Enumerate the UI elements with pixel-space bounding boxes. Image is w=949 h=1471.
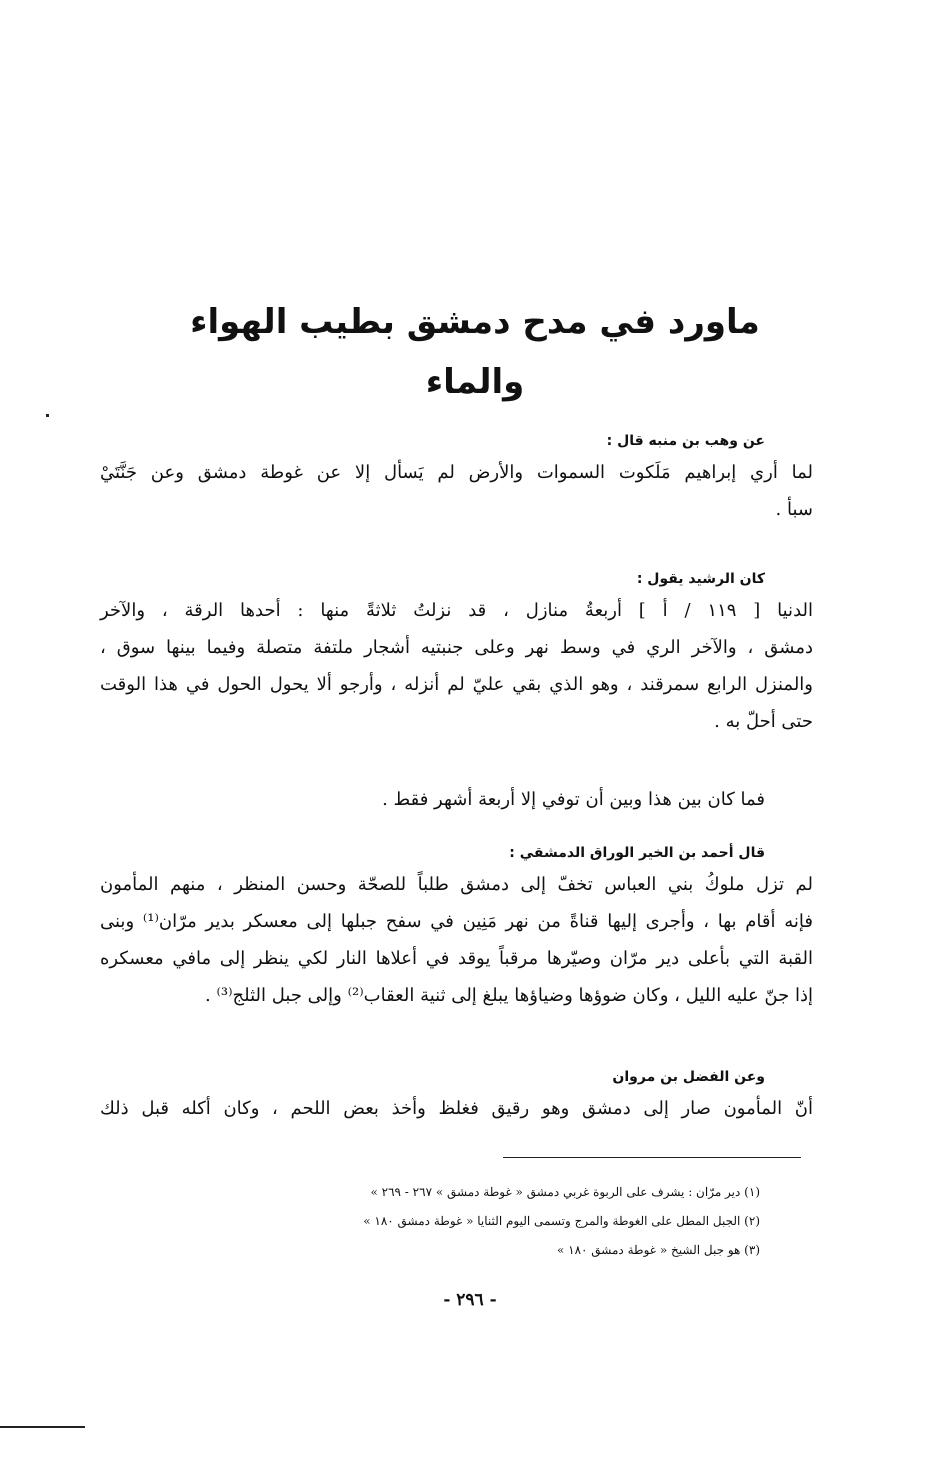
section-wahb xyxy=(100,428,813,528)
paragraph-line: فما كان بين هذا وبين أن توفي إلا أربعة أشهر فقط . xyxy=(382,789,765,810)
section-rashid xyxy=(100,566,813,740)
section-intro: عن وهب بن منبه قال : xyxy=(606,433,765,449)
section-intro: وعن الفضل بن مروان xyxy=(612,1069,765,1085)
section-warraq xyxy=(100,840,813,1014)
paragraph-line: سبأ . xyxy=(775,499,813,520)
footnote-separator xyxy=(503,1157,801,1158)
paragraph-line: أنّ المأمون صار إلى دمشق وهو رقيق فغلظ وأخذ بعض اللحم ، وكان أكله قبل ذلك xyxy=(100,1098,813,1119)
paragraph-line: القبة التي بأعلى دير مرّان وصيّرها مرقباً يوقد في أعلاها النار لكي ينظر إلى مافي معسكره xyxy=(100,948,813,969)
scan-edge-line xyxy=(0,1426,85,1428)
paragraph-line: لما أري إبراهيم مَلَكوت السموات والأرض لم يَسأل إلا عن غوطة دمشق وعن جَنَّتَيْ xyxy=(100,462,813,483)
footnotes xyxy=(150,1178,760,1265)
scan-speck xyxy=(46,414,49,417)
paragraph-line: والمنزل الرابع سمرقند ، وهو الذي بقي عليّ لم أنزله ، وأرجو ألا يحول الحول في هذا الوقت xyxy=(100,674,813,695)
paragraph-line: لم تزل ملوكُ بني العباس تخفّ إلى دمشق طلباً للصحّة وحسن المنظر ، منهم المأمون xyxy=(100,874,813,895)
footnote: (٣) هو جبل الشيخ « غوطة دمشق ١٨٠ » xyxy=(556,1243,760,1257)
paragraph-line: دمشق ، والآخر الري في وسط نهر وعلى جنبتيه أشجار ملتفة متصلة وفيما بينها سوق ، xyxy=(100,637,813,658)
page-number: - ٢٩٦ - xyxy=(443,1290,497,1310)
chapter-title: ماورد في مدح دمشق بطيب الهواء والماء xyxy=(190,302,760,402)
section-fadl xyxy=(100,1064,813,1127)
paragraph-line: إذا جنّ عليه الليل ، وكان ضوؤها وضياؤها يبلغ إلى ثنية العقاب⁽²⁾ وإلى جبل الثلج⁽³⁾ . xyxy=(205,985,813,1006)
section-intro: كان الرشيد يقول : xyxy=(636,571,765,587)
paragraph-line: حتى أحلّ به . xyxy=(714,711,813,732)
footnote: (١) دير مرّان : يشرف على الربوة غربي دمشق « غوطة دمشق » ٢٦٧ - ٢٦٩ » xyxy=(370,1185,760,1199)
section-rashid-after xyxy=(100,781,813,818)
paragraph-line: الدنيا [ ١١٩ / أ ] أربعةُ منازل ، قد نزلتُ ثلاثةً منها : أحدها الرقة ، والآخر xyxy=(100,600,814,621)
paragraph-line: فإنه أقام بها ، وأجرى إليها قناةً من نهر مَنِين في سفح جبلها إلى معسكر بدير مرّان⁽¹⁾ وبنى xyxy=(100,911,813,932)
section-intro: قال أحمد بن الخير الوراق الدمشقي : xyxy=(509,845,765,861)
footnote: (٢) الجبل المطل على الغوطة والمرج وتسمى اليوم الثنايا « غوطة دمشق ١٨٠ » xyxy=(363,1214,760,1228)
